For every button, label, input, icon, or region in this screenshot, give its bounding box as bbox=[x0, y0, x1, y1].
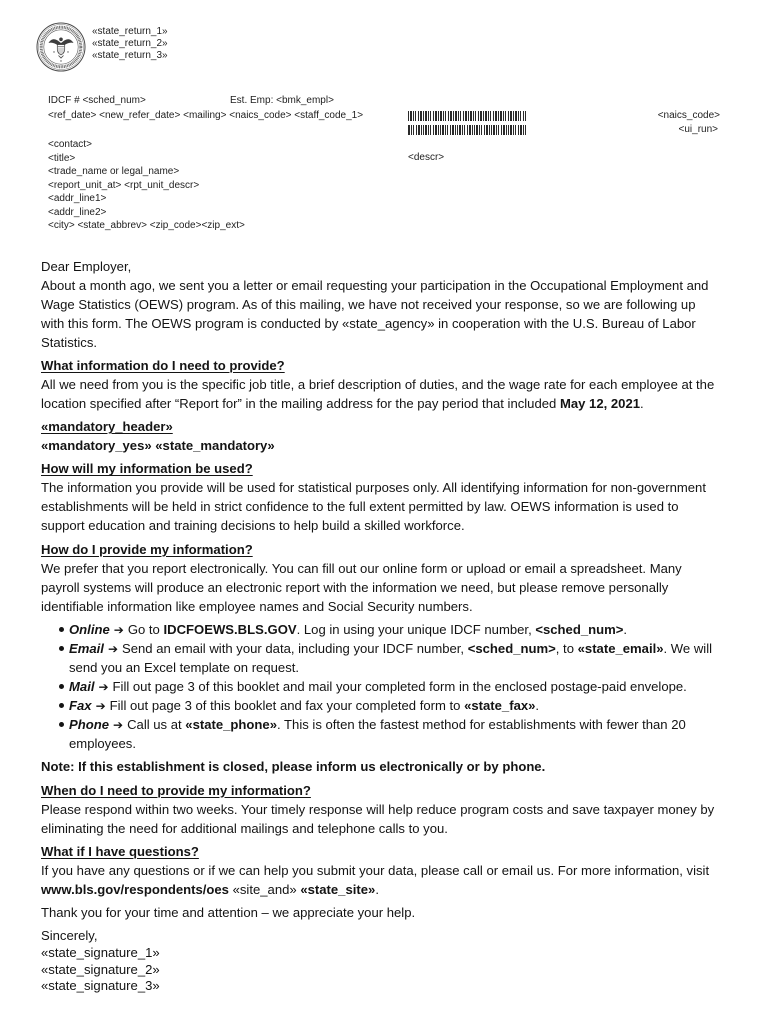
address-report-unit: <report_unit_at> <rpt_unit_descr> bbox=[48, 179, 200, 191]
bullet bbox=[59, 703, 64, 708]
heading-usage: How will my information be used? bbox=[41, 461, 253, 477]
method-phone-continued: employees. bbox=[69, 735, 136, 751]
bullet bbox=[59, 684, 64, 689]
seal-eagle-head bbox=[59, 38, 63, 42]
return-address-line: «state_return_2» bbox=[92, 38, 168, 49]
method-label: Email bbox=[69, 640, 104, 656]
return-address-line: «state_return_1» bbox=[92, 26, 168, 37]
heading-when: When do I need to provide my information? bbox=[41, 782, 311, 798]
when-line: Please respond within two weeks. Your timely response will help reduce program costs and save taxpayer money by bbox=[41, 801, 715, 817]
method-text: , to bbox=[555, 640, 578, 656]
how-provide-line: payroll systems will produce an electronic report with the information we need, but please remove personally bbox=[41, 579, 669, 595]
address-line-2: <addr_line2> bbox=[48, 206, 107, 218]
signature-line: «state_signature_3» bbox=[41, 978, 160, 994]
address-trade-name: <trade_name or legal_name> bbox=[48, 166, 180, 178]
bullet bbox=[59, 722, 64, 727]
reference-line: <ref_date> <new_refer_date> <mailing> <naics_code> <staff_code_1> bbox=[48, 110, 364, 121]
arrow-right-icon: ➔ bbox=[98, 679, 109, 694]
intro-line: Statistics. bbox=[41, 334, 98, 350]
reference-pay-date: May 12, 2021 bbox=[559, 395, 641, 411]
method-online bbox=[41, 620, 741, 639]
return-address-line: «state_return_3» bbox=[92, 50, 168, 61]
mandatory-header: «mandatory_header» bbox=[41, 419, 173, 435]
sched-num-field: <sched_num> bbox=[535, 621, 624, 637]
questions-period: . bbox=[375, 881, 379, 897]
questions-line bbox=[41, 880, 741, 899]
what-info-line bbox=[41, 394, 741, 413]
what-info-line: All we need from you is the specific job title, a brief description of duties, and the wage rate for each employee at the bbox=[41, 376, 715, 392]
mailing-address bbox=[48, 138, 245, 233]
estimated-employment: Est. Emp: <bmk_empl> bbox=[230, 95, 334, 106]
seal-star bbox=[53, 51, 54, 52]
method-text: . This is often the fastest method for establishments with fewer than 20 bbox=[277, 716, 686, 732]
questions-line: If you have any questions or if we can help you submit your data, please call or email us. For more information, visit bbox=[41, 862, 710, 878]
mandatory-line: «mandatory_yes» «state_mandatory» bbox=[41, 438, 275, 454]
method-text: Fill out page 3 of this booklet and fax your completed form to bbox=[109, 697, 465, 713]
state-fax-field: «state_fax» bbox=[464, 697, 536, 713]
sched-num-field: <sched_num> bbox=[467, 640, 556, 656]
address-title: <title> bbox=[48, 152, 76, 164]
method-mail bbox=[41, 677, 741, 696]
website-address: IDCFOEWS.BLS.GOV bbox=[163, 621, 297, 637]
site-and-field: «site_and» bbox=[228, 881, 301, 897]
closing: Sincerely, bbox=[41, 928, 98, 944]
greeting: Dear Employer, bbox=[41, 258, 132, 274]
bullet bbox=[59, 627, 64, 632]
heading-questions: What if I have questions? bbox=[41, 843, 199, 859]
method-label: Mail bbox=[69, 678, 95, 694]
when-line: eliminating the need for additional mailings and telephone calls to you. bbox=[41, 820, 448, 836]
usage-line: support education and training decisions to help build a skilled workforce. bbox=[41, 518, 465, 534]
how-provide-line: We prefer that you report electronically. You can fill out our online form or upload or email a spreadsheet. Many bbox=[41, 560, 682, 576]
method-text: . Log in using your unique IDCF number, bbox=[296, 621, 536, 637]
idcf-number: IDCF # <sched_num> bbox=[48, 95, 146, 106]
ui-run: <ui_run> bbox=[678, 124, 718, 135]
arrow-right-icon: ➔ bbox=[107, 641, 118, 656]
address-city-state-zip: <city> <state_abbrev> <zip_code><zip_ext> bbox=[48, 220, 245, 232]
signature-line: «state_signature_2» bbox=[41, 961, 160, 977]
method-email-continued: send you an Excel template on request. bbox=[69, 659, 300, 675]
barcode-top bbox=[408, 111, 526, 121]
state-site-field: «state_site» bbox=[300, 881, 376, 897]
note-text: Note: If this establishment is closed, please inform us electronically or by phone. bbox=[41, 759, 546, 775]
method-text: Fill out page 3 of this booklet and mail your completed form in the enclosed postage-paid envelope. bbox=[112, 678, 687, 694]
seal-star bbox=[60, 60, 61, 61]
method-text: Go to bbox=[127, 621, 164, 637]
method-label: Fax bbox=[69, 697, 92, 713]
section-mandatory bbox=[41, 417, 741, 455]
bullet bbox=[59, 646, 64, 651]
respondents-url: www.bls.gov/respondents/oes bbox=[41, 881, 229, 897]
what-info-text: location specified after “Report for” in the mailing address for the pay period that included bbox=[41, 395, 560, 411]
thanks-text: Thank you for your time and attention – we appreciate your help. bbox=[41, 905, 416, 921]
method-text: Call us at bbox=[127, 716, 186, 732]
intro-line: Wage Statistics (OEWS) program. As of this mailing, we have not received your response, so we are following up bbox=[41, 296, 696, 312]
arrow-right-icon: ➔ bbox=[95, 698, 106, 713]
method-text: Send an email with your data, including your IDCF number, bbox=[122, 640, 468, 656]
return-address bbox=[92, 26, 168, 62]
intro-line: with this form. The OEWS program is conducted by «state_agency» in cooperation with the U.S. Bureau of Labor bbox=[41, 315, 696, 331]
signature-block bbox=[41, 926, 741, 995]
section-usage bbox=[41, 459, 741, 535]
barcode-bottom bbox=[408, 125, 526, 135]
address-contact: <contact> bbox=[48, 139, 92, 151]
method-text: . bbox=[623, 621, 628, 637]
method-phone bbox=[41, 715, 741, 734]
methods-list bbox=[41, 620, 741, 753]
agency-seal-icon bbox=[36, 22, 86, 72]
method-text: . bbox=[535, 697, 540, 713]
section-how-provide bbox=[41, 540, 741, 616]
what-info-period: . bbox=[640, 395, 644, 411]
seal-star bbox=[67, 51, 68, 52]
arrow-right-icon: ➔ bbox=[113, 717, 124, 732]
naics-code: <naics_code> bbox=[657, 110, 720, 121]
arrow-right-icon: ➔ bbox=[113, 622, 124, 637]
method-label: Online bbox=[69, 621, 110, 637]
letter-body bbox=[41, 257, 741, 1000]
closed-note bbox=[41, 757, 741, 776]
address-line-1: <addr_line1> bbox=[48, 193, 107, 205]
method-label: Phone bbox=[69, 716, 110, 732]
how-provide-line: identifiable information like employee names and Social Security numbers. bbox=[41, 598, 473, 614]
usage-line: establishments will be held in strict confidence to the full extent permitted by law. OEWS information is used to bbox=[41, 499, 679, 515]
section-when bbox=[41, 781, 741, 838]
intro-line: About a month ago, we sent you a letter or email requesting your participation in the Occupational Employment and bbox=[41, 277, 709, 293]
heading-what-info: What information do I need to provide? bbox=[41, 357, 285, 373]
signature-line: «state_signature_1» bbox=[41, 945, 160, 961]
heading-how-provide: How do I provide my information? bbox=[41, 541, 253, 557]
usage-line: The information you provide will be used for statistical purposes only. All identifying information for non-government bbox=[41, 480, 706, 496]
description-field: <descr> bbox=[408, 152, 445, 163]
section-what-info bbox=[41, 356, 741, 413]
method-fax bbox=[41, 696, 741, 715]
section-questions bbox=[41, 842, 741, 899]
state-email-field: «state_email» bbox=[577, 640, 664, 656]
method-email bbox=[41, 639, 741, 658]
thanks-paragraph bbox=[41, 903, 741, 922]
method-text: . We will bbox=[663, 640, 713, 656]
intro-paragraph bbox=[41, 257, 741, 352]
state-phone-field: «state_phone» bbox=[185, 716, 277, 732]
